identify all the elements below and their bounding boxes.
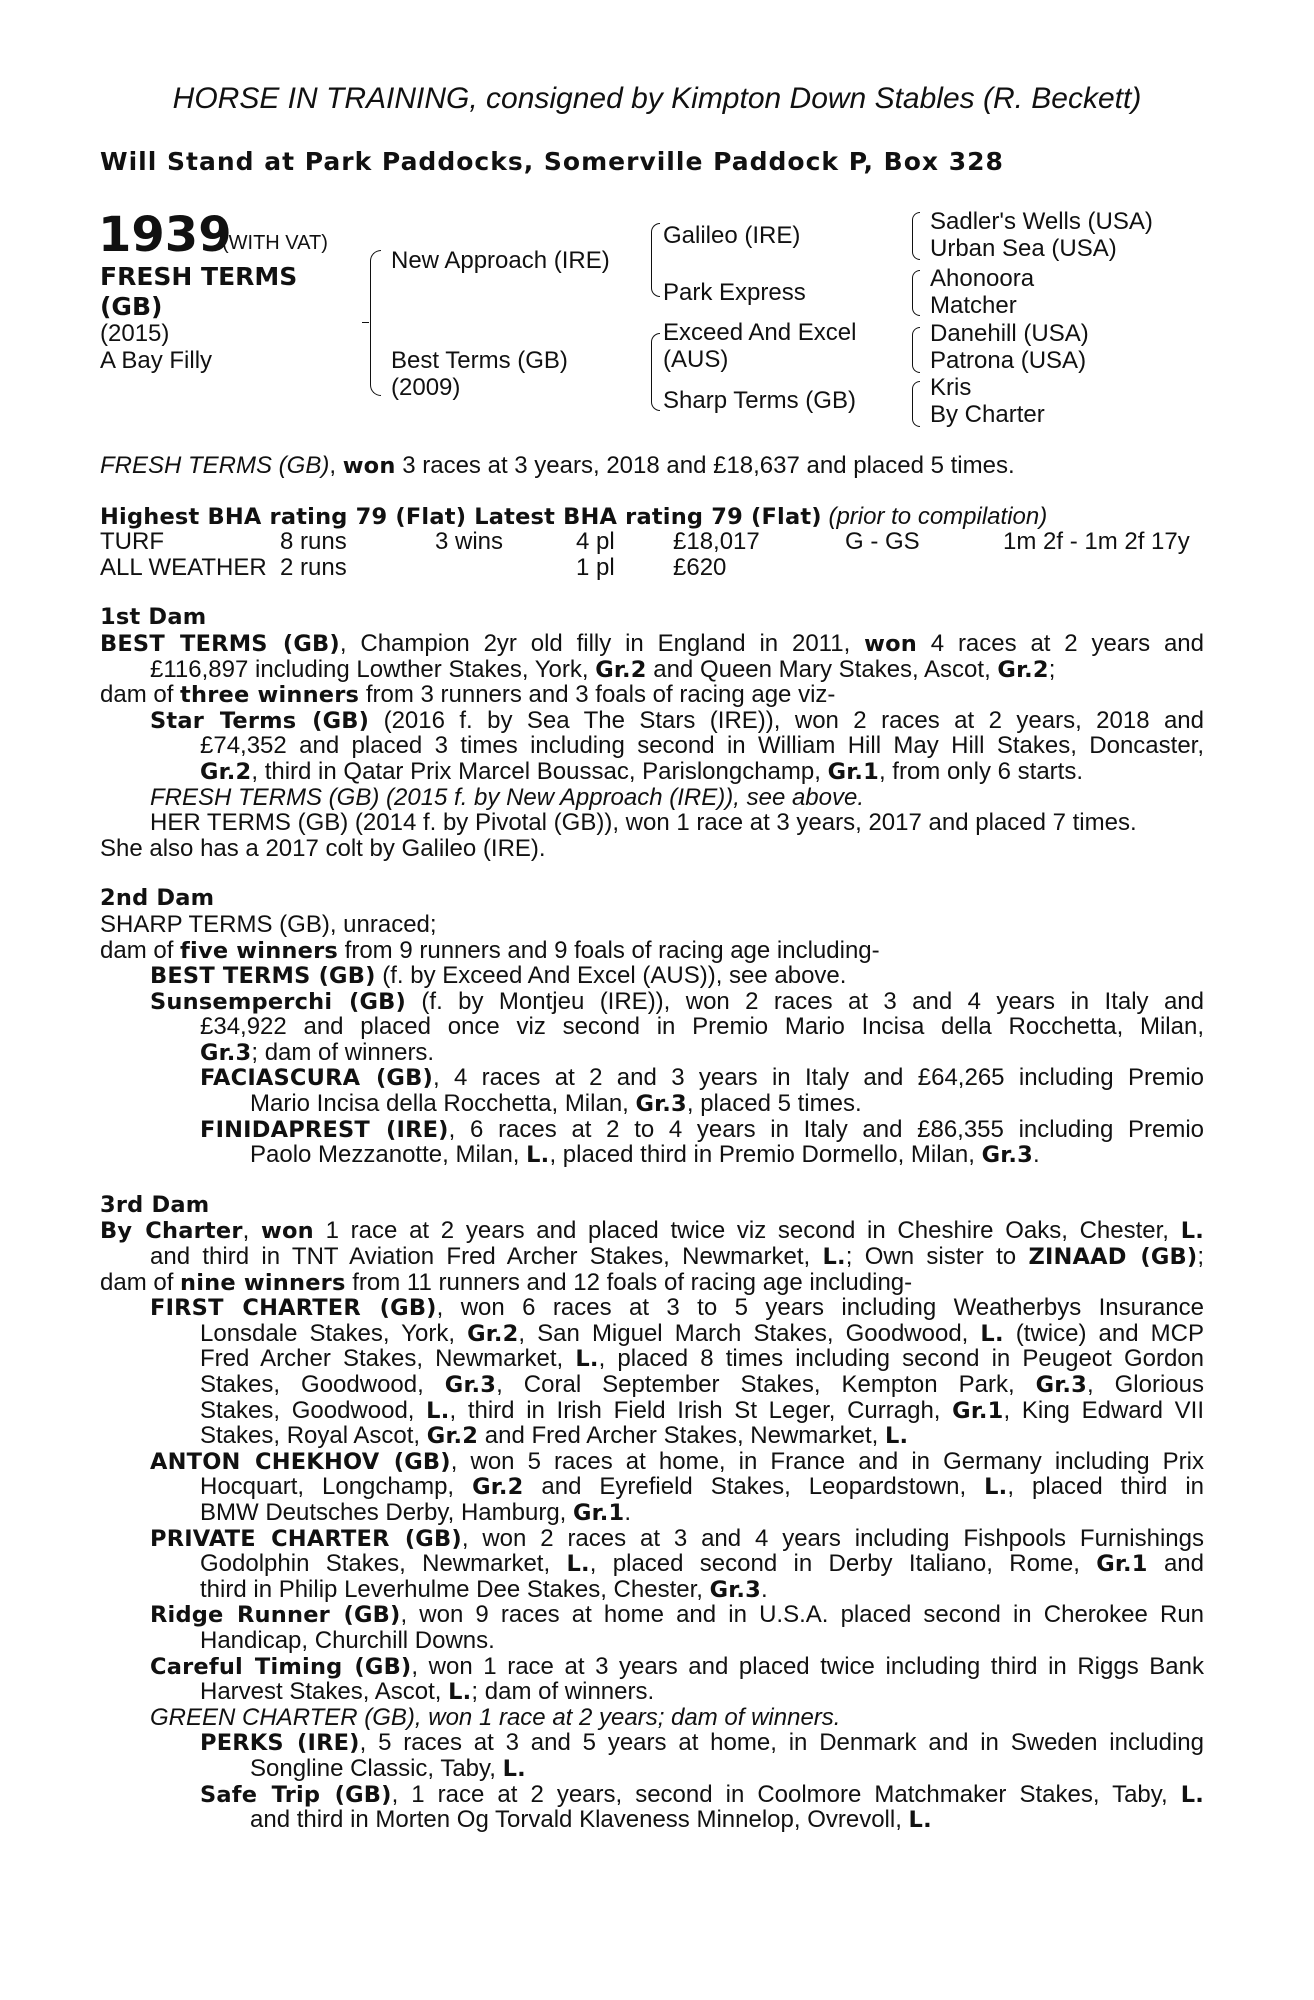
horse-description: A Bay Filly (100, 347, 213, 374)
dam2-line: Paolo Mezzanotte, Milan, L., placed third in Premio Dormello, Milan, Gr.3. (250, 1141, 1040, 1169)
brace-sire-dam (370, 250, 381, 396)
catalogue-text (100, 453, 1204, 1833)
horse-name (100, 262, 297, 322)
stats-row-all-weather: ALL WEATHER 2 runs 1 pl £620 (100, 553, 727, 581)
horse-year: (2015) (100, 320, 170, 347)
dam3-heading: 3rd Dam (100, 1191, 210, 1218)
dam2-line: SHARP TERMS (GB), unraced; (100, 910, 437, 938)
dam2-line: Gr.3; dam of winners. (200, 1038, 435, 1066)
horse-name-line2: (GB) (100, 292, 163, 321)
dam1-line: Star Terms (GB) (2016 f. by Sea The Stars (IRE)), won 2 races at 2 years, 2018 and (150, 706, 1204, 734)
brace-g1 (912, 212, 920, 260)
dam2-line: Sunsemperchi (GB) (f. by Montjeu (IRE)), won 2 races at 3 and 4 years in Italy and (150, 987, 1204, 1015)
race-summary: FRESH TERMS (GB), won 3 races at 3 years, 2018 and £18,637 and placed 5 times. (100, 452, 1015, 479)
pedigree-dam-year: (2009) (391, 374, 461, 401)
dam1-heading: 1st Dam (100, 604, 207, 631)
dam3-line: ANTON CHEKHOV (GB), won 5 races at home, in France and in Germany including Prix (150, 1447, 1205, 1475)
dam1-line: BEST TERMS (GB), Champion 2yr old filly in England in 2011, won 4 races at 2 years and (100, 629, 1205, 657)
brace-g2 (912, 270, 920, 316)
page-title: HORSE IN TRAINING, consigned by Kimpton Down Stables (R. Beckett) (172, 82, 1142, 115)
dam3-line: Fred Archer Stakes, Newmarket, L., placed 8 times including second in Peugeot Gordon (200, 1345, 1204, 1373)
dam3-line: Stakes, Goodwood, L., third in Irish Field Irish St Leger, Curragh, Gr.1, King Edward VII (200, 1396, 1204, 1424)
dam3-line: Handicap, Churchill Downs. (200, 1626, 495, 1654)
pedigree-g5: Danehill (USA) (930, 320, 1089, 347)
dam2-line: FINIDAPREST (IRE), 6 races at 2 to 4 years in Italy and £86,355 including Premio (200, 1115, 1205, 1143)
dam1-line: She also has a 2017 colt by Galileo (IRE). (100, 834, 546, 862)
pedigree-g6: Patrona (USA) (930, 347, 1087, 374)
brace-point (362, 322, 369, 323)
dam2-line: £34,922 and placed once viz second in Premio Mario Incisa della Rocchetta, Milan, (200, 1013, 1204, 1041)
dam3-line: Songline Classic, Taby, L. (250, 1754, 526, 1782)
dam3-line: PRIVATE CHARTER (GB), won 2 races at 3 and 4 years including Fishpools Furnishings (150, 1524, 1204, 1552)
dam3-line: third in Philip Leverhulme Dee Stakes, Chester, Gr.3. (200, 1575, 768, 1603)
pedigree-g7: Kris (930, 374, 972, 401)
rating-line: Highest BHA rating 79 (Flat) Latest BHA rating 79 (Flat) (prior to compilation) (100, 502, 1048, 530)
dam3-line: and third in Morten Og Torvald Klaveness Minnelop, Ovrevoll, L. (250, 1806, 932, 1834)
dam1-line: FRESH TERMS (GB) (2015 f. by New Approach (IRE)), see above. (150, 783, 865, 811)
dam3-line: GREEN CHARTER (GB), won 1 race at 2 years; dam of winners. (150, 1703, 841, 1731)
horse-name-line1: FRESH TERMS (100, 262, 298, 291)
pedigree-dam-sire-line1: Exceed And Excel (663, 319, 857, 346)
pedigree-g4: Matcher (930, 292, 1017, 319)
pedigree-dam-sire-line2: (AUS) (663, 346, 729, 373)
dam3-line: PERKS (IRE), 5 races at 3 and 5 years at home, in Denmark and in Sweden including (200, 1729, 1205, 1757)
dam2-line: FACIASCURA (GB), 4 races at 2 and 3 years in Italy and £64,265 including Premio (200, 1064, 1204, 1092)
lot-number: 1939 (98, 207, 232, 263)
dam3-line: FIRST CHARTER (GB), won 6 races at 3 to 5 years including Weatherbys Insurance (150, 1294, 1204, 1322)
brace-g3 (912, 327, 920, 373)
brace-g4 (912, 381, 920, 427)
brace-sire-parents (651, 223, 660, 297)
pedigree-g2: Urban Sea (USA) (930, 235, 1117, 262)
dam1-line: £74,352 and placed 3 times including second in William Hill May Hill Stakes, Doncaster, (200, 732, 1204, 760)
pedigree-g3: Ahonoora (930, 265, 1035, 292)
dam3-line: and third in TNT Aviation Fred Archer Stakes, Newmarket, L.; Own sister to ZINAAD (GB); (150, 1243, 1204, 1271)
dam3-line: Stakes, Goodwood, Gr.3, Coral September Stakes, Kempton Park, Gr.3, Glorious (200, 1371, 1204, 1398)
pedigree-dam: Best Terms (GB) (391, 347, 568, 374)
dam3-line: Ridge Runner (GB), won 9 races at home and in U.S.A. placed second in Cherokee Run (150, 1601, 1205, 1629)
pedigree-dam-sire (663, 319, 856, 373)
pedigree-sire-dam: Park Express (663, 279, 806, 306)
dam3-line: By Charter, won 1 race at 2 years and placed twice viz second in Cheshire Oaks, Chester, L. (100, 1217, 1204, 1245)
dam1-line: dam of three winners from 3 runners and 3 foals of racing age viz- (100, 681, 836, 709)
dam3-line: Lonsdale Stakes, York, Gr.2, San Miguel March Stakes, Goodwood, L. (twice) and MCP (200, 1319, 1204, 1347)
pedigree-g8: By Charter (930, 401, 1045, 428)
dam3-line: Stakes, Royal Ascot, Gr.2 and Fred Archer Stakes, Newmarket, L. (200, 1422, 909, 1450)
dam3-line: BMW Deutsches Derby, Hamburg, Gr.1. (200, 1498, 632, 1526)
pedigree-sire: New Approach (IRE) (391, 247, 610, 274)
dam1-line: £116,897 including Lowther Stakes, York, Gr.2 and Queen Mary Stakes, Ascot, Gr.2; (150, 655, 1056, 683)
dam3-line: Godolphin Stakes, Newmarket, L., placed second in Derby Italiano, Rome, Gr.1 and (200, 1550, 1204, 1578)
dam3-line: Hocquart, Longchamp, Gr.2 and Eyrefield Stakes, Leopardstown, L., placed third in (200, 1473, 1205, 1501)
dam2-line: BEST TERMS (GB) (f. by Exceed And Excel (AUS)), see above. (150, 962, 847, 990)
brace-dam-parents (651, 333, 660, 411)
summary-horse: FRESH TERMS (GB) (100, 452, 330, 479)
dam3-line: Safe Trip (GB), 1 race at 2 years, second in Coolmore Matchmaker Stakes, Taby, L. (200, 1780, 1204, 1808)
dam1-line: Gr.2, third in Qatar Prix Marcel Boussac, Parislongchamp, Gr.1, from only 6 starts. (200, 757, 1084, 785)
pedigree-dam-dam: Sharp Terms (GB) (663, 387, 856, 414)
dam2-heading: 2nd Dam (100, 885, 215, 912)
dam3-line: Careful Timing (GB), won 1 race at 3 years and placed twice including third in Riggs Bank (150, 1652, 1204, 1680)
pedigree-g1: Sadler's Wells (USA) (930, 208, 1153, 235)
pedigree-sire-sire: Galileo (IRE) (663, 222, 801, 249)
dam3-line: Harvest Stakes, Ascot, L.; dam of winners. (200, 1678, 655, 1706)
stats-row-turf: TURF 8 runs 3 wins 4 pl £18,017 G - GS 1m 2f - 1m 2f 17y (100, 528, 1190, 556)
dam3-line: dam of nine winners from 11 runners and 12 foals of racing age including- (100, 1268, 913, 1296)
dam2-line: Mario Incisa della Rocchetta, Milan, Gr.3, placed 5 times. (250, 1090, 862, 1118)
vat-note: (WITH VAT) (222, 232, 328, 254)
dam1-line: HER TERMS (GB) (2014 f. by Pivotal (GB)), won 1 race at 3 years, 2017 and placed 7 times. (150, 809, 1137, 837)
dam2-line: dam of five winners from 9 runners and 9 foals of racing age including- (100, 936, 880, 964)
stabling-location: Will Stand at Park Paddocks, Somerville Paddock P, Box 328 (100, 147, 1004, 176)
